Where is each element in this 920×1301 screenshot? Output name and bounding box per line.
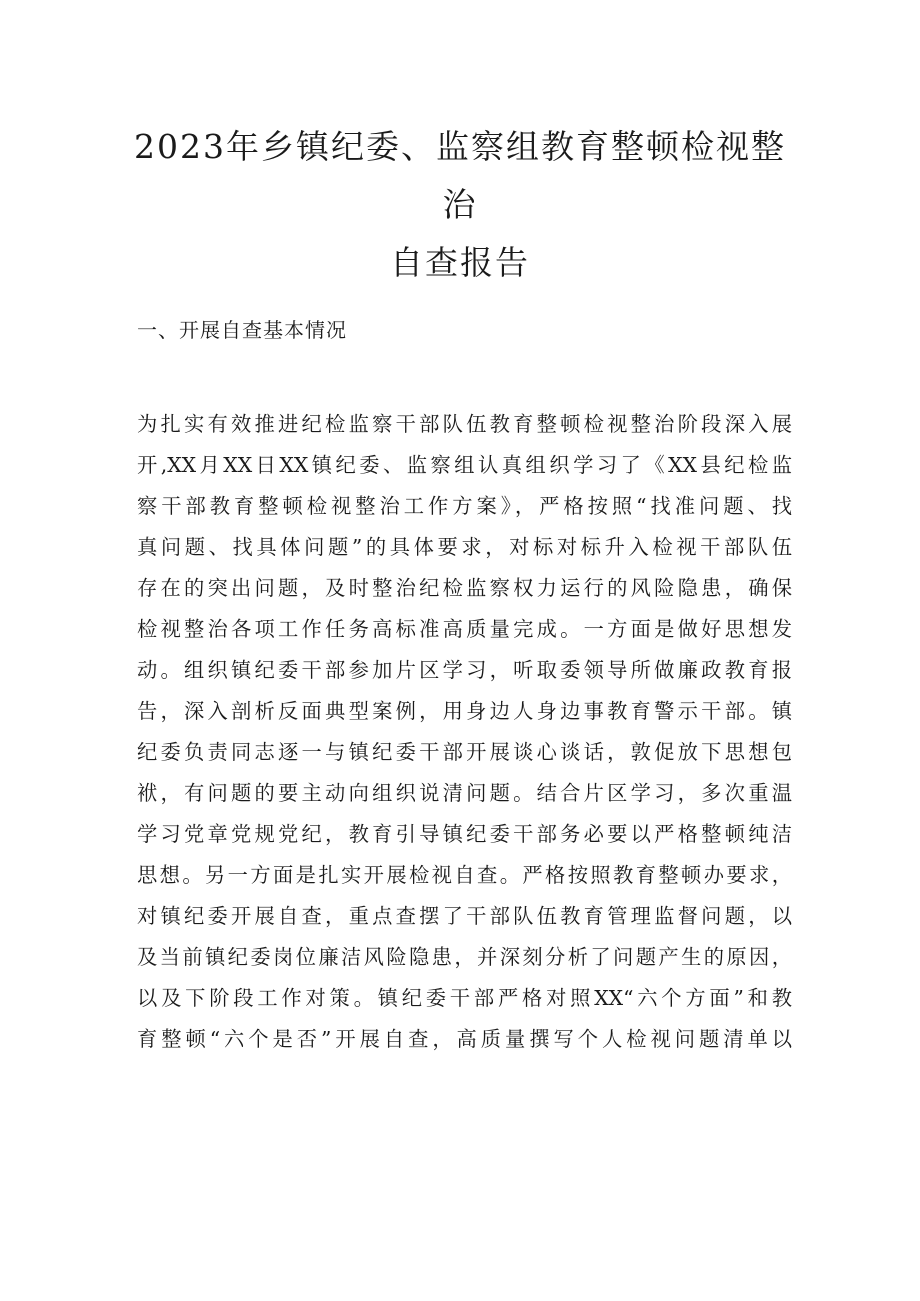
body-paragraph bbox=[137, 404, 792, 1060]
paragraph-line: 以及下阶段工作对策。镇纪委干部严格对照XX“六个方面”和教 bbox=[137, 986, 792, 1010]
paragraph-line: 纪委负责同志逐一与镇纪委干部开展谈心谈话，敦促放下思想包 bbox=[137, 740, 792, 764]
paragraph-line: 察干部教育整顿检视整治工作方案》，严格按照“找准问题、找 bbox=[137, 494, 792, 518]
paragraph-line: 对镇纪委开展自查，重点查摆了干部队伍教育管理监督问题，以 bbox=[137, 904, 792, 928]
title-line-2: 自查报告 bbox=[390, 243, 530, 282]
paragraph-line: 开,XX月XX日XX镇纪委、监察组认真组织学习了《XX县纪检监 bbox=[137, 453, 792, 477]
document-title bbox=[120, 118, 800, 292]
paragraph-line: 存在的突出问题，及时整治纪检监察权力运行的风险隐患，确保 bbox=[137, 576, 792, 600]
section-heading: 一、开展自查基本情况 bbox=[137, 318, 347, 342]
paragraph-line: 告，深入剖析反面典型案例，用身边人身边事教育警示干部。镇 bbox=[137, 699, 792, 723]
paragraph-line: 思想。另一方面是扎实开展检视自查。严格按照教育整顿办要求， bbox=[137, 863, 792, 887]
paragraph-line: 学习党章党规党纪，教育引导镇纪委干部务必要以严格整顿纯洁 bbox=[137, 822, 792, 846]
paragraph-line: 检视整治各项工作任务高标准高质量完成。一方面是做好思想发 bbox=[137, 617, 792, 641]
title-line-1: 2023年乡镇纪委、监察组教育整顿检视整治 bbox=[134, 127, 786, 224]
paragraph-line: 袱，有问题的要主动向组织说清问题。结合片区学习，多次重温 bbox=[137, 781, 792, 805]
paragraph-line: 育整顿“六个是否”开展自查，高质量撰写个人检视问题清单以 bbox=[137, 1027, 792, 1051]
paragraph-line: 动。组织镇纪委干部参加片区学习，听取委领导所做廉政教育报 bbox=[137, 658, 792, 682]
paragraph-line: 为扎实有效推进纪检监察干部队伍教育整顿检视整治阶段深入展 bbox=[137, 412, 792, 436]
paragraph-line: 及当前镇纪委岗位廉洁风险隐患，并深刻分析了问题产生的原因， bbox=[137, 945, 792, 969]
paragraph-line: 真问题、找具体问题”的具体要求，对标对标升入检视干部队伍 bbox=[137, 535, 792, 559]
